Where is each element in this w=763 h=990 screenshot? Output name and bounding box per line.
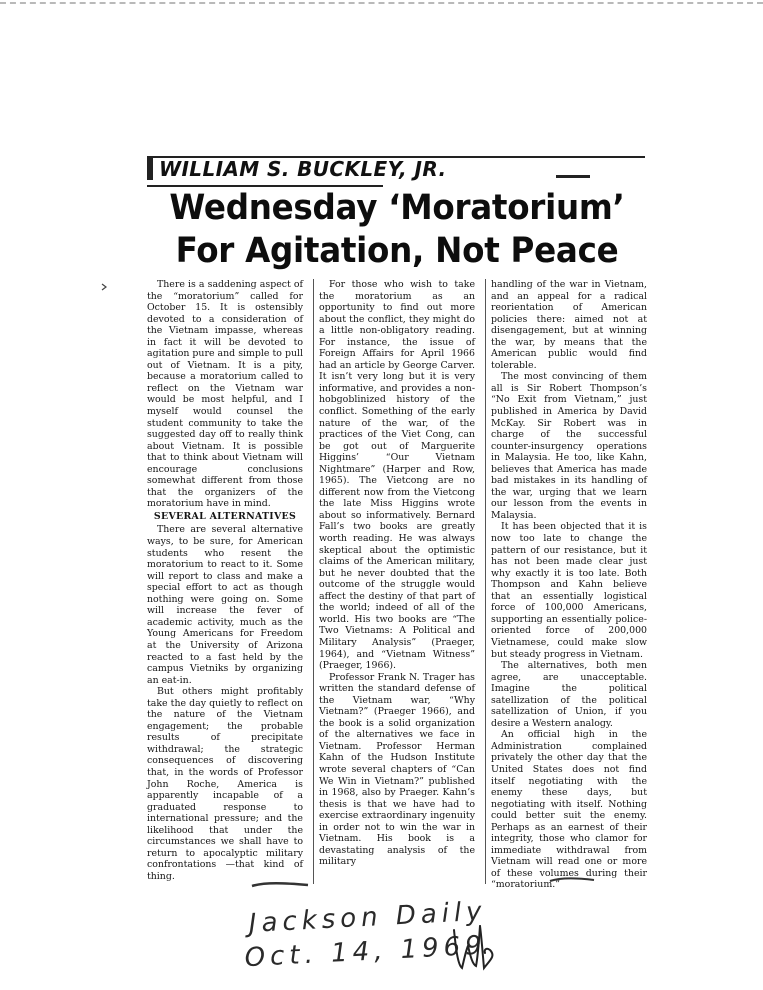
paragraph: It has been objected that it is now too late to change the pattern of our resistance, but it has not been made clear just why exactly it is too late. Both Thompson and Kahn believe that an essentially logistical force of 100,000 Americans, supporting an essentially police-oriented force of 200,000 Vietnamese, could make slow but steady progress in Vietnam.	[491, 521, 647, 660]
byline: WILLIAM S. BUCKLEY, JR.	[159, 157, 447, 181]
handwritten-initials-signature	[446, 920, 500, 974]
source-note-date: Oct. 14, 1969	[243, 930, 488, 974]
column-dash-mark	[556, 175, 590, 178]
headline-line-2: For Agitation, Not Peace	[175, 231, 619, 271]
paragraph: An official high in the Administration complained privately the other day that the United States does not find itself negotiating with the enemy these days, but negotiating with itself. Nothing could better suit the enemy. Perhaps as an earnest of their integrity, those who clamor for immediate withdrawal from Vietnam will read one or more of these volumes during their “moratorium.”	[491, 729, 647, 891]
paragraph: The most convincing of them all is Sir Robert Thompson’s “No Exit from Vietnam,” just published in America by David McKay. Sir Robert was in charge of the successful counter-insurgency operations in Malaysia. He too, like Kahn, believes that America has made bad mistakes in its handling of the war, urging that we learn our lesson from the events in Malaysia.	[491, 371, 647, 521]
newspaper-clipping	[143, 153, 651, 893]
margin-tick-mark	[101, 283, 107, 291]
article-column-2	[313, 279, 479, 884]
paragraph: For those who wish to take the moratorium as an opportunity to find out more about the conflict, they might do a little non-obligatory reading. For instance, the issue of Foreign Affairs for April 1966 had an article by George Carver. It isn’t very long but it is very informative, and provides a non-hobgoblinized history of the conflict. Something of the early nature of the war, of the practices of the Viet Cong, can be got out of Marguerite Higgins’ “Our Vietnam Nightmare” (Harper and Row, 1965). The Vietcong are no different now from the Vietcong the late Miss Higgins wrote about so informatively. Bernard Fall’s two books are greatly worth reading. He was always skeptical about the optimistic claims of the American military, but he never doubted that the outcome of the struggle would affect the destiny of that part of the world; indeed of all of the world. His two books are “The Two Vietnams: A Political and Military Analysis” (Praeger, 1964), and “Vietnam Witness” (Praeger, 1966).	[319, 279, 475, 672]
paragraph: But others might profitably take the day quietly to reflect on the nature of the Vietnam engagement; the probable results of precipitate withdrawal; the strategic consequences of discovering that, in the words of Professor John Roche, America is apparently incapable of a graduated response to international pressure; and the likelihood that under the circumstances we shall have to return to apocalyptic military confrontations —that kind of thing.	[147, 686, 303, 882]
paragraph: There is a saddening aspect of the “moratorium” called for October 15. It is ostensibly devoted to a consideration of the Vietnam impasse, whereas in fact it will be devoted to agitation pure and simple to pull out of Vietnam. It is a pity, because a moratorium called to reflect on the Vietnam war would be most helpful, and I myself would counsel the student community to take the suggested day off to really think about Vietnam. It is possible that to think about Vietnam will encourage conclusions somewhat different from those that the organizers of the moratorium have in mind.	[147, 279, 303, 510]
paragraph: Professor Frank N. Trager has written the standard defense of the Vietnam war, “Why Vietnam?” (Praeger 1966), and the book is a solid organization of the alternatives we face in Vietnam. Professor Herman Kahn of the Hudson Institute wrote several chapters of “Can We Win in Vietnam?” published in 1968, also by Praeger. Kahn’s thesis is that we have had to exercise extraordinary ingenuity in order not to win the war in Vietnam. His book is a devastating analysis of the military	[319, 671, 475, 868]
ink-smudge-right	[548, 876, 596, 886]
scan-edge-dashes	[0, 2, 763, 7]
source-note-paper: Jackson Daily	[248, 896, 488, 939]
byline-bar	[147, 158, 153, 180]
paragraph: handling of the war in Vietnam, and an appeal for a radical reorientation of American policies there: aimed not at disengagement, but at winning the war, by means that the American public would find tolerable.	[491, 279, 647, 371]
article-column-3	[485, 279, 651, 891]
subheading: SEVERAL ALTERNATIVES	[153, 510, 297, 522]
paragraph: The alternatives, both men agree, are unacceptable. Imagine the political satellization of the political satellization of Union, if you desire a Western analogy.	[491, 660, 647, 729]
byline-rule-bottom	[147, 185, 383, 187]
headline-line-1: Wednesday ‘Moratorium’	[169, 188, 625, 228]
article-columns	[143, 279, 651, 891]
paragraph: There are several alternative ways, to be sure, for American students who resent the moratorium to react to it. Some will report to class and make a special effort to act as though nothing were going on. Some will increase the fever of academic activity, much as the Young Americans for Freedom at the University of Arizona reacted to a fast held by the campus Vietniks by organizing an eat-in.	[147, 524, 303, 686]
ink-smudge-left	[250, 880, 310, 890]
article-column-1	[143, 279, 307, 884]
